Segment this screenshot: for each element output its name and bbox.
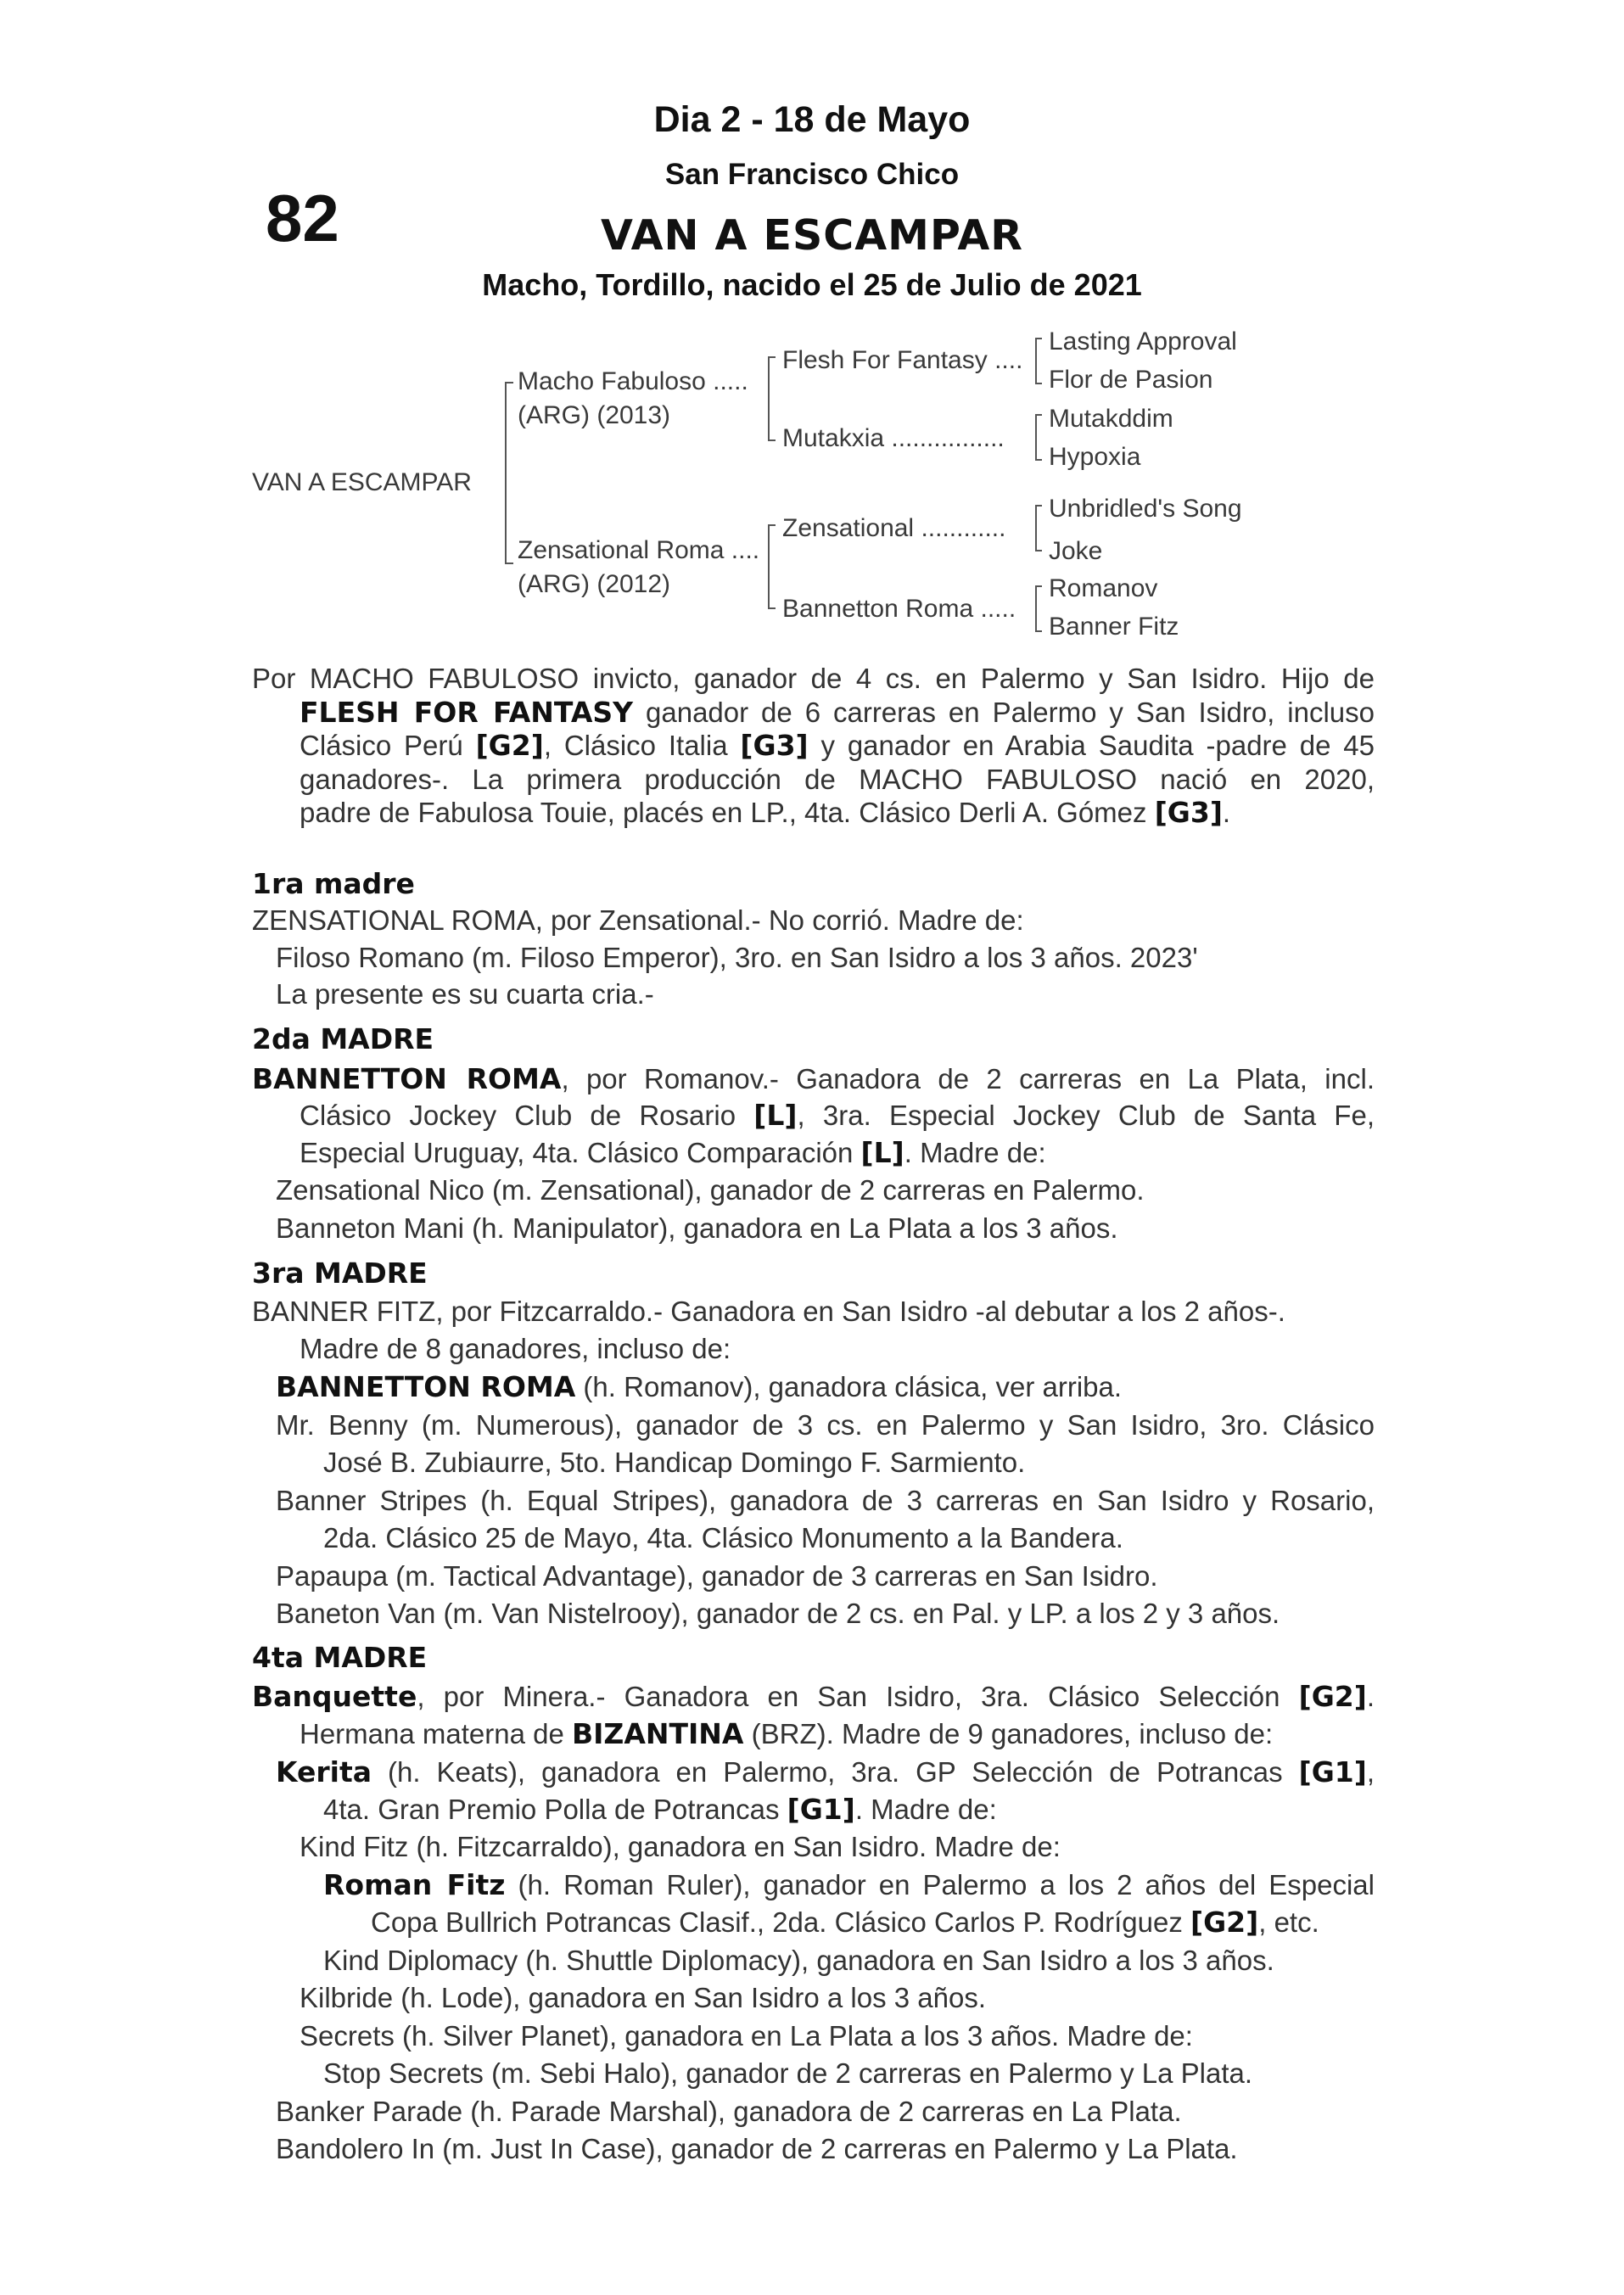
- bracket-line: [768, 439, 776, 441]
- text-line: Banker Parade (h. Parade Marshal), ganadora de 2 carreras en La Plata.: [276, 2096, 1182, 2127]
- venue-title: San Francisco Chico: [664, 158, 960, 191]
- bracket-line: [1035, 505, 1042, 507]
- section-heading: 4ta MADRE: [252, 1641, 428, 1674]
- ancestor-g3: Romanov: [1049, 574, 1158, 602]
- bracket-line: [1035, 585, 1037, 632]
- text-line: Banner Stripes (h. Equal Stripes), ganadora de 3 carreras en San Isidro y Rosario,: [276, 1485, 1375, 1516]
- text-line: Secrets (h. Silver Planet), ganadora en La Plata a los 3 años. Madre de:: [300, 2020, 1193, 2052]
- ancestor-g3: Lasting Approval: [1049, 327, 1237, 355]
- lot-number: 82: [266, 181, 339, 255]
- bracket-line: [505, 382, 513, 383]
- section-heading: 3ra MADRE: [252, 1257, 428, 1290]
- text-line: Por MACHO FABULOSO invicto, ganador de 4 cs. en Palermo y San Isidro. Hijo de: [252, 663, 1375, 694]
- ancestor-g3: Joke: [1049, 537, 1103, 565]
- dam-origin: (ARG) (2012): [518, 570, 671, 598]
- text-line: Papaupa (m. Tactical Advantage), ganador de 3 carreras en San Isidro.: [276, 1560, 1158, 1592]
- text-line: Banneton Mani (h. Manipulator), ganadora en La Plata a los 3 años.: [276, 1212, 1118, 1244]
- text-line: Clásico Jockey Club de Rosario [L], 3ra. Especial Jockey Club de Santa Fe,: [300, 1099, 1375, 1132]
- horse-name: VAN A ESCAMPAR: [600, 211, 1024, 260]
- bracket-line: [1035, 414, 1042, 416]
- text-line: Filoso Romano (m. Filoso Emperor), 3ro. en San Isidro a los 3 años. 2023': [276, 942, 1198, 973]
- text-line: Kilbride (h. Lode), ganadora en San Isidro a los 3 años.: [300, 1982, 987, 2013]
- text-line: La presente es su cuarta cria.-: [276, 978, 654, 1010]
- bracket-line: [768, 524, 770, 609]
- ancestor-g3: Flor de Pasion: [1049, 366, 1213, 394]
- text-line: Mr. Benny (m. Numerous), ganador de 3 cs. en Palermo y San Isidro, 3ro. Clásico: [276, 1409, 1375, 1441]
- text-line: Hermana materna de BIZANTINA (BRZ). Madre de 9 ganadores, incluso de:: [300, 1717, 1274, 1750]
- text-line: Kind Fitz (h. Fitzcarraldo), ganadora en San Isidro. Madre de:: [300, 1831, 1061, 1862]
- ancestor-g3: Hypoxia: [1049, 443, 1141, 471]
- text-line: ZENSATIONAL ROMA, por Zensational.- No corrió. Madre de:: [252, 904, 1024, 936]
- text-line: Kind Diplomacy (h. Shuttle Diplomacy), ganadora en San Isidro a los 3 años.: [323, 1945, 1274, 1976]
- text-line: Banquette, por Minera.- Ganadora en San Isidro, 3ra. Clásico Selección [G2].: [252, 1680, 1375, 1713]
- pedigree-subject: VAN A ESCAMPAR: [252, 468, 472, 496]
- horse-description: Macho, Tordillo, nacido el 25 de Julio de 2021: [482, 267, 1142, 302]
- bracket-line: [1035, 414, 1037, 461]
- bracket-line: [505, 382, 507, 564]
- text-line: Especial Uruguay, 4ta. Clásico Comparación [L]. Madre de:: [300, 1136, 1046, 1169]
- bracket-line: [505, 563, 513, 564]
- ancestor-g3: Banner Fitz: [1049, 613, 1179, 641]
- bracket-line: [1035, 338, 1037, 384]
- bracket-line: [768, 356, 770, 441]
- text-line: BANNER FITZ, por Fitzcarraldo.- Ganadora en San Isidro -al debutar a los 2 años-.: [252, 1296, 1285, 1327]
- text-line: ganadores-. La primera producción de MACHO FABULOSO nació en 2020,: [300, 764, 1375, 795]
- sire-origin: (ARG) (2013): [518, 401, 671, 429]
- text-line: FLESH FOR FANTASY ganador de 6 carreras en Palermo y San Isidro, incluso: [300, 696, 1375, 729]
- section-heading: 1ra madre: [252, 867, 415, 900]
- text-line: Copa Bullrich Potrancas Clasif., 2da. Clásico Carlos P. Rodríguez [G2], etc.: [371, 1906, 1319, 1939]
- text-line: Bandolero In (m. Just In Case), ganador de 2 carreras en Palermo y La Plata.: [276, 2133, 1238, 2164]
- text-line: José B. Zubiaurre, 5to. Handicap Domingo F. Sarmiento.: [323, 1447, 1026, 1478]
- text-line: 4ta. Gran Premio Polla de Potrancas [G1]. Madre de:: [323, 1793, 997, 1826]
- ancestor-g3: Unbridled's Song: [1049, 495, 1242, 523]
- bracket-line: [768, 607, 776, 609]
- text-line: Madre de 8 ganadores, incluso de:: [300, 1333, 731, 1364]
- text-line: BANNETTON ROMA (h. Romanov), ganadora clásica, ver arriba.: [276, 1370, 1123, 1403]
- text-line: Baneton Van (m. Van Nistelrooy), ganador de 2 cs. en Pal. y LP. a los 2 y 3 años.: [276, 1598, 1280, 1629]
- sire-sire: Flesh For Fantasy ....: [782, 346, 1023, 374]
- text-line: padre de Fabulosa Touie, placés en LP., 4ta. Clásico Derli A. Gómez [G3].: [300, 796, 1231, 829]
- bracket-line: [1035, 550, 1042, 551]
- text-line: Clásico Perú [G2], Clásico Italia [G3] y ganador en Arabia Saudita -padre de 45: [300, 729, 1375, 762]
- text-line: Stop Secrets (m. Sebi Halo), ganador de 2 carreras en Palermo y La Plata.: [323, 2057, 1253, 2089]
- bracket-line: [768, 356, 776, 358]
- dam-sire: Zensational ............: [782, 514, 1006, 542]
- text-line: 2da. Clásico 25 de Mayo, 4ta. Clásico Monumento a la Bandera.: [323, 1522, 1123, 1553]
- section-heading: 2da MADRE: [252, 1022, 434, 1055]
- text-line: BANNETTON ROMA, por Romanov.- Ganadora de 2 carreras en La Plata, incl.: [252, 1062, 1375, 1095]
- bracket-line: [768, 524, 776, 526]
- dam-name: Zensational Roma ....: [518, 536, 760, 564]
- bracket-line: [1035, 505, 1037, 551]
- text-line: Kerita (h. Keats), ganadora en Palermo, 3ra. GP Selección de Potrancas [G1],: [276, 1755, 1375, 1788]
- bracket-line: [1035, 383, 1042, 384]
- sire-name: Macho Fabuloso .....: [518, 367, 748, 395]
- bracket-line: [1035, 585, 1042, 587]
- ancestor-g3: Mutakddim: [1049, 405, 1173, 433]
- bracket-line: [1035, 338, 1042, 339]
- sire-dam: Mutakxia ................: [782, 424, 1005, 452]
- text-line: Roman Fitz (h. Roman Ruler), ganador en Palermo a los 2 años del Especial: [323, 1868, 1375, 1901]
- text-line: Zensational Nico (m. Zensational), ganador de 2 carreras en Palermo.: [276, 1174, 1145, 1206]
- sale-day: Dia 2 - 18 de Mayo: [653, 99, 971, 140]
- dam-dam: Bannetton Roma .....: [782, 595, 1016, 623]
- bracket-line: [1035, 630, 1042, 632]
- bracket-line: [1035, 459, 1042, 461]
